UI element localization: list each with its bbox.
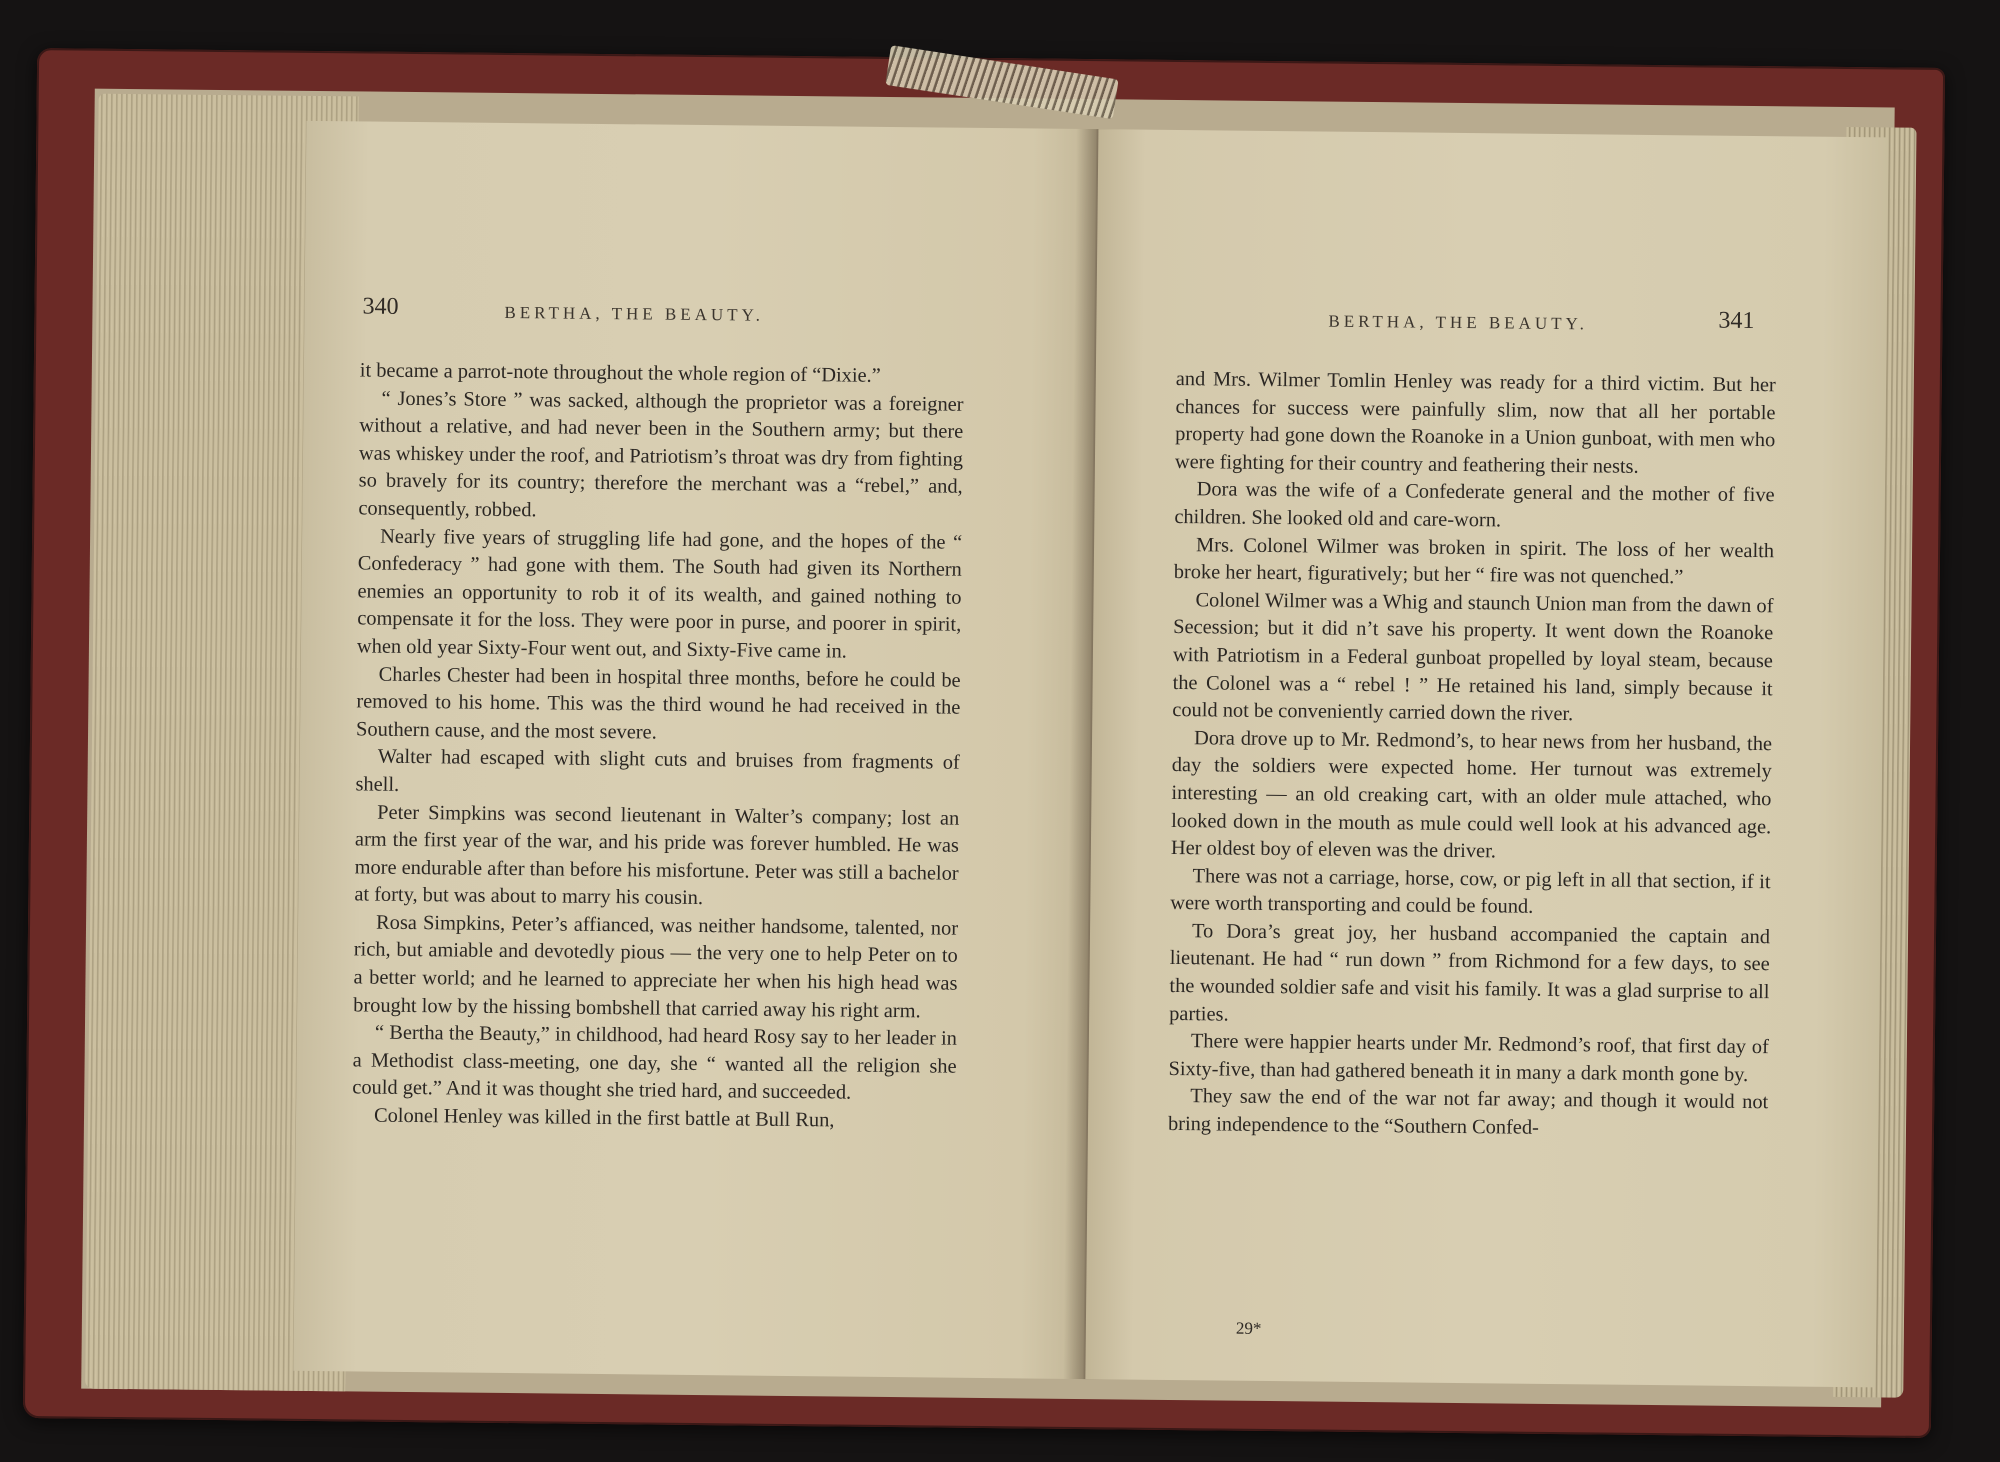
- paragraph: Peter Simpkins was second lieutenant in Walter’s company; lost an arm the first year of the war, and his pride was forever humbled. He was more endurable after than before his misfortune. Peter was still a bachelor at forty, but was about to marry his cousin.: [354, 801, 960, 910]
- paragraph: Colonel Wilmer was a Whig and staunch Union man from the dawn of Secession; but it did n’t save his property. It went down the Roanoke with Patriotism in a Federal gunboat propelled by loyal steam, because the Colonel was a “ rebel ! ” He retained his land, simply because it could not be conveniently carried down the river.: [1172, 588, 1774, 726]
- paragraph: and Mrs. Wilmer Tomlin Henley was ready for a third victim. But her chances for success were painfully slim, now that all her portable property had gone down the Roanoke in a Union gunboat, with men who were fighting for their country and feathering their nests.: [1174, 367, 1776, 478]
- left-running-head: BERTHA, THE BEAUTY.: [504, 302, 765, 325]
- left-page-text: [352, 357, 964, 1136]
- paragraph: Nearly five years of struggling life had gone, and the hopes of the “ Confederacy ” had gone with them. The South had given its Northern enemies an opportunity to rob it of its wealth, and gained nothing to compensate it for the loss. They were poor in purse, and poorer in spirit, when old year Sixty-Four went out, and Sixty-Five came in.: [356, 525, 963, 663]
- paragraph: “ Jones’s Store ” was sacked, although the proprietor was a foreigner without a relative, and had never been in the Southern army; but there was whiskey under the roof, and Patriotism’s throat was dry from fighting so bravely for its country; therefore the merchant was a “rebel,” and, consequently, robbed.: [358, 387, 964, 522]
- right-page-number: 341: [1718, 307, 1755, 335]
- paragraph: There was not a carriage, horse, cow, or pig left in all that section, if it were worth transporting and could be found.: [1170, 864, 1771, 919]
- right-running-head: BERTHA, THE BEAUTY.: [1328, 311, 1588, 334]
- paragraph: To Dora’s great joy, her husband accompanied the captain and lieutenant. He had “ run down ” from Richmond for a few days, to see the wounded soldier safe and visit his family. It was a glad surprise to all parties.: [1169, 920, 1771, 1026]
- book: [23, 48, 1945, 1438]
- paragraph: Charles Chester had been in hospital three months, before he could be removed to his home. This was the third wound he had received in the Southern cause, and the most severe.: [355, 663, 961, 744]
- paragraph: Dora drove up to Mr. Redmond’s, to hear news from her husband, the day the soldiers were expected home. Her turnout was extremely interesting — an old creaking cart, with an older mule attached, who looked down in the mouth as mule could well look at his advanced age. Her oldest boy of eleven was the driver.: [1170, 726, 1773, 863]
- left-page: [293, 121, 1096, 1379]
- paragraph: it became a parrot-note throughout the whole region of “Dixie.”: [359, 359, 881, 387]
- right-page: [1085, 129, 1888, 1387]
- paragraph: They saw the end of the war not far away; and though it would not bring independence to the “Southern Confed-: [1167, 1085, 1769, 1139]
- paragraph: Colonel Henley was killed in the first battle at Bull Run,: [373, 1104, 835, 1132]
- left-page-number: 340: [362, 293, 399, 320]
- paragraph: Mrs. Colonel Wilmer was broken in spirit. The loss of her wealth broke her heart, figuratively; but her “ fire was not quenched.”: [1173, 533, 1775, 589]
- signature-mark: 29*: [1235, 1318, 1262, 1338]
- right-page-text: [1168, 366, 1776, 1145]
- paragraph: There were happier hearts under Mr. Redmond’s roof, that first day of Sixty-five, than had gathered beneath it in many a dark month gone by.: [1168, 1030, 1769, 1086]
- paragraph: Dora was the wife of a Confederate general and the mother of five children. She looked old and care-worn.: [1174, 478, 1775, 532]
- paragraph: Walter had escaped with slight cuts and bruises from fragments of shell.: [355, 745, 960, 796]
- paragraph: Rosa Simpkins, Peter’s affianced, was neither handsome, talented, nor rich, but amiable and devotedly pious — the very one to help Peter on to a better world; and he learned to appreciate her when his high head was brought low by the hissing bombshell that carried away his right arm.: [353, 911, 959, 1023]
- paragraph: “ Bertha the Beauty,” in childhood, had heard Rosy say to her leader in a Methodist class-meeting, one day, she “ wanted all the religion she could get.” And it was thought she tried hard, and succeeded.: [352, 1021, 958, 1105]
